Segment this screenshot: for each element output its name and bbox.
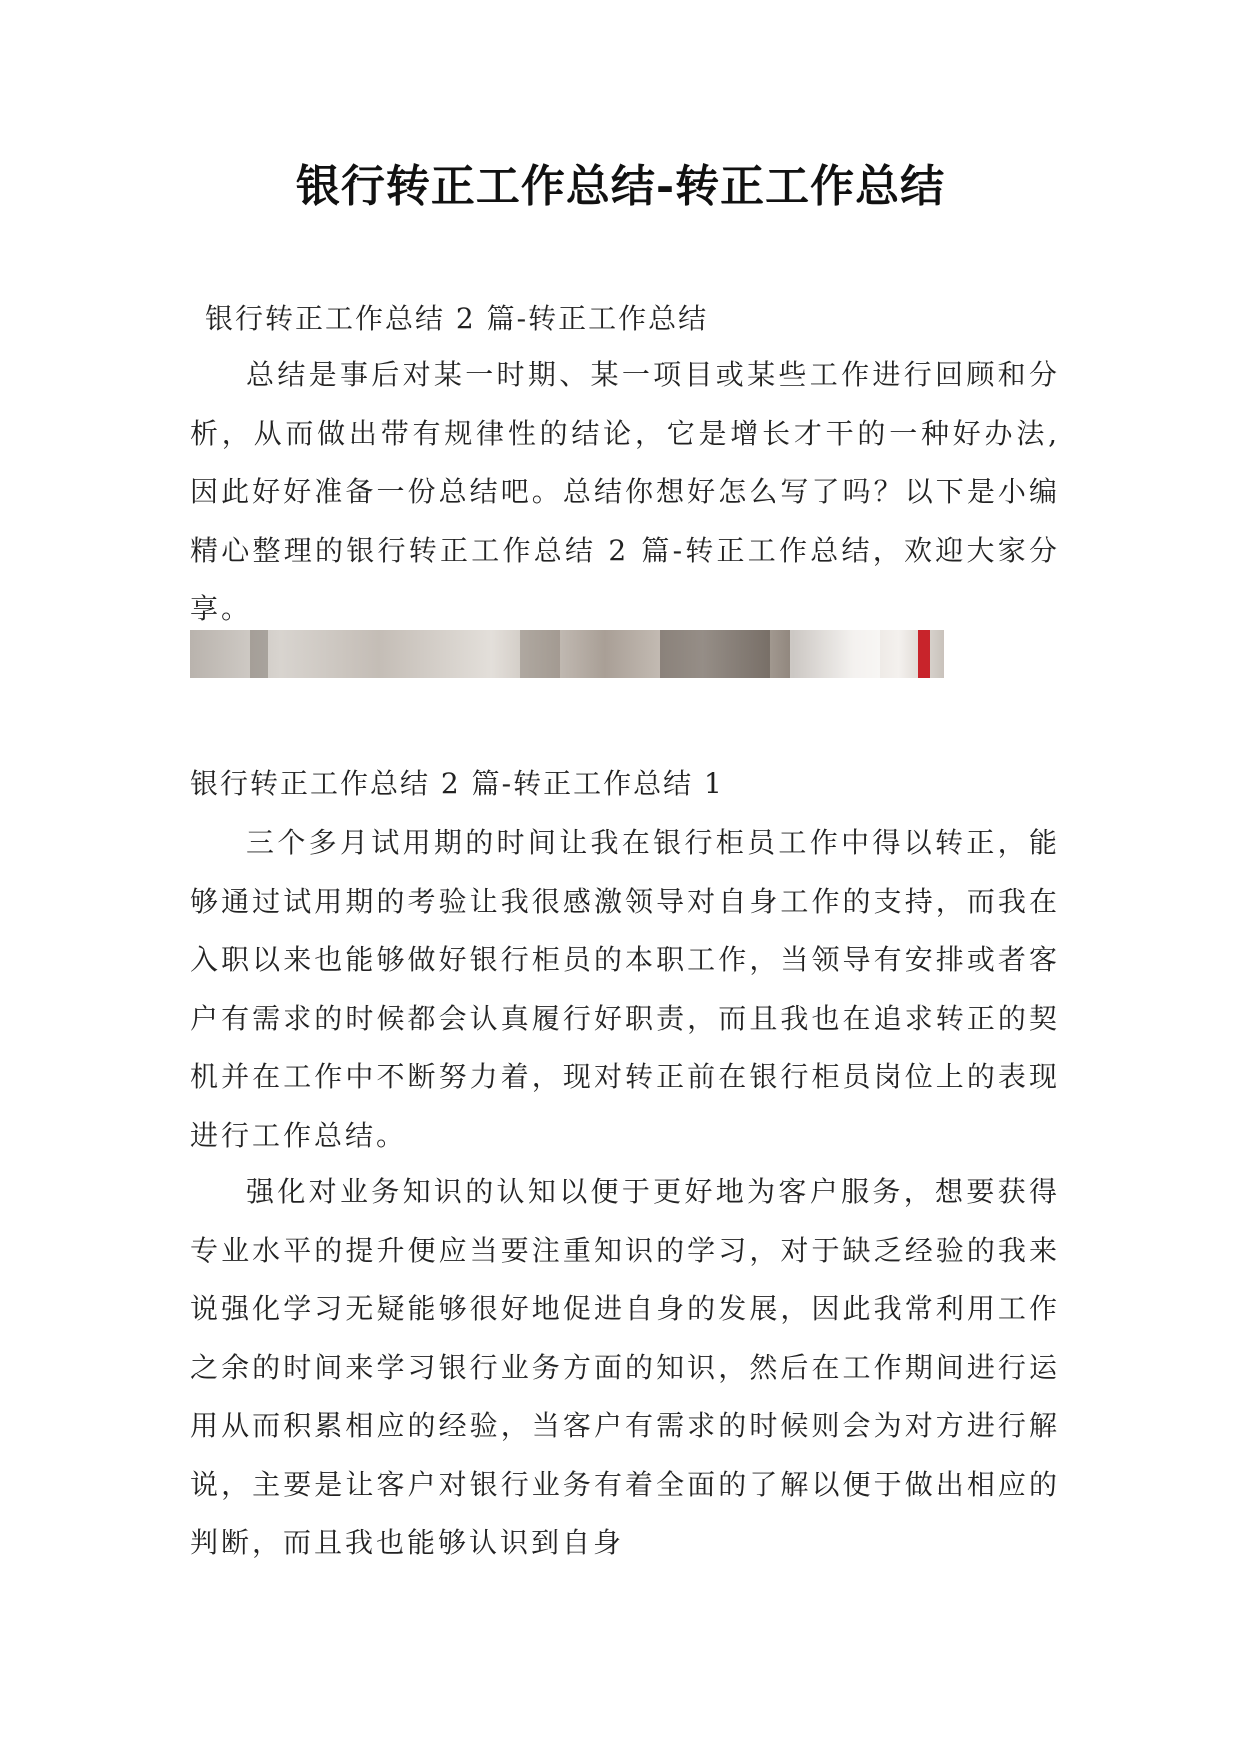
paragraph-2: 强化对业务知识的认知以便于更好地为客户服务，想要获得专业水平的提升便应当要注重知识的学习，对于缺乏经验的我来说强化学习无疑能够很好地促进自身的发展，因此我常利用工作之余的时间来学习银行业务方面的知识，然后在工作期间进行运用从而积累相应的经验，当客户有需求的时候则会为对方进行解说，主要是让客户对银行业务有着全面的了解以便于做出相应的判断，而且我也能够认识到自身 bbox=[190, 1175, 1060, 1559]
photo-red-accent bbox=[918, 630, 930, 678]
paragraph-2-block bbox=[190, 1163, 1060, 1573]
bank-interior-photo bbox=[190, 630, 944, 678]
subheading-1-block bbox=[205, 290, 1075, 348]
subheading-2-block bbox=[190, 755, 1060, 813]
paragraph-1: 三个多月试用期的时间让我在银行柜员工作中得以转正，能够通过试用期的考验让我很感激领导对自身工作的支持，而我在入职以来也能够做好银行柜员的本职工作，当领导有安排或者客户有需求的时候都会认真履行好职责，而且我也在追求转正的契机并在工作中不断努力着，现对转正前在银行柜员岗位上的表现进行工作总结。 bbox=[190, 826, 1060, 1152]
photo-counter-dark bbox=[660, 630, 770, 678]
document-title: 银行转正工作总结-转正工作总结 bbox=[295, 161, 946, 212]
intro-paragraph: 总结是事后对某一时期、某一项目或某些工作进行回顾和分析，从而做出带有规律性的结论，它是增长才干的一种好办法,因此好好准备一份总结吧。总结你想好怎么写了吗？以下是小编精心整理的银行转正工作总结 2 篇-转正工作总结，欢迎大家分享。 bbox=[190, 358, 1060, 625]
photo-shadow-stripe bbox=[520, 630, 560, 678]
subheading-1: 银行转正工作总结 2 篇-转正工作总结 bbox=[205, 302, 709, 335]
photo-shadow-stripe bbox=[250, 630, 268, 678]
intro-block bbox=[190, 346, 1060, 639]
photo-window-light bbox=[790, 630, 880, 678]
paragraph-1-block bbox=[190, 814, 1060, 1165]
subheading-2: 银行转正工作总结 2 篇-转正工作总结 1 bbox=[190, 767, 724, 800]
